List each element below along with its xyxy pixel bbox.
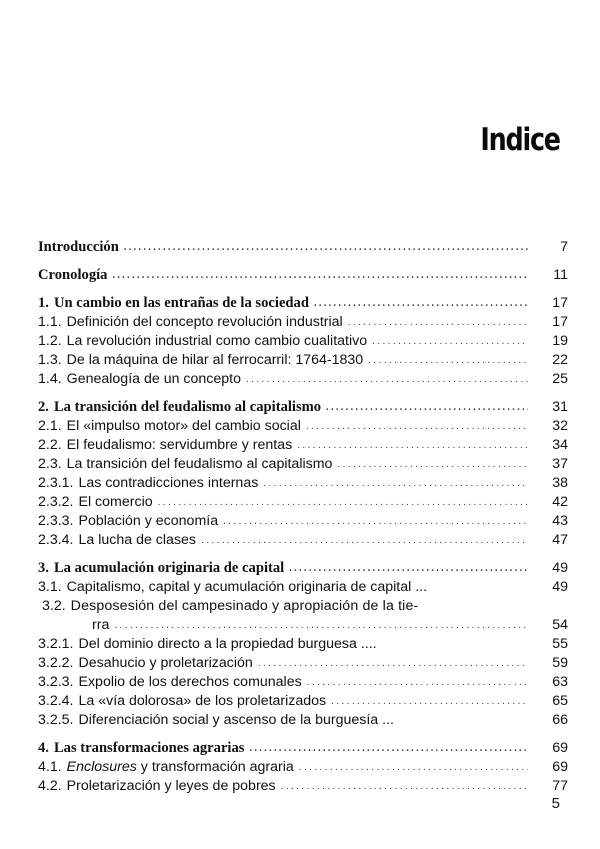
toc-chapter-label: Un cambio en las entrañas de la sociedad [53,295,309,311]
toc-subentry-label-italic: Enclosures [66,759,137,775]
toc-subentry-number: 4.2. [38,778,62,794]
dot-leader [112,266,528,285]
toc-subentry-continuation-text: rra [92,617,110,633]
toc-subsubentry[interactable] [38,711,568,730]
toc-subentry-number: 2.1. [38,418,62,434]
toc-subentry[interactable] [38,597,568,616]
toc-entry-page: 42 [552,494,568,510]
dot-leader [337,455,528,474]
toc-chapter-1 [38,294,568,389]
toc-subentry[interactable] [38,578,568,597]
dot-leader [124,238,528,257]
toc-subsubentry-number: 2.3.4. [38,532,74,548]
toc-chapter-entry[interactable] [38,294,568,313]
toc-subsubentry-number: 2.3.3. [38,513,74,529]
dot-leader [372,332,528,351]
toc-subentry[interactable] [38,332,568,351]
toc-subentry-number: 3.2. [42,598,66,614]
dot-leader [306,417,528,436]
toc-subentry-label: Definición del concepto revolución industrial [66,314,343,330]
toc-subsubentry-label: Población y economía [78,513,219,529]
toc-chapter-2 [38,398,568,550]
toc-subentry-number: 1.2. [38,333,62,349]
toc-entry-page: 49 [552,560,568,576]
toc-subsubentry[interactable] [38,692,568,711]
dot-leader [297,436,528,455]
toc-entry-page: 43 [552,513,568,529]
toc-entry-page: 69 [552,759,568,775]
toc-entry-page: 38 [552,475,568,491]
toc-entry-page: 55 [552,636,568,652]
toc-entry-page: 65 [552,693,568,709]
dot-leader [223,512,528,531]
toc-subentry[interactable] [38,313,568,332]
toc-subsubentry-label: La lucha de clases [78,532,197,548]
toc-chapter-entry[interactable] [38,398,568,417]
toc-chapter-label: La transición del feudalismo al capitalismo [53,399,322,415]
toc-subentry-label [67,758,294,777]
toc-chapter-entry[interactable] [38,559,568,578]
dot-leader [249,739,528,758]
toc-entry[interactable] [38,238,568,257]
toc-subentry-label: Desposesión del campesinado y apropiación de la tie- [70,598,419,614]
toc-subsubentry-label: Desahucio y proletarización [78,655,253,671]
page-title: Indice [480,122,560,158]
toc-entry-page: 25 [552,371,568,387]
toc-subentry[interactable] [38,351,568,370]
toc-subsubentry[interactable] [38,673,568,692]
toc-subsubentry-label: Las contradicciones internas [78,475,259,491]
toc-entry-page: 19 [552,333,568,349]
dot-leader [348,313,528,332]
toc-entry-page: 63 [552,674,568,690]
toc-subentry[interactable] [38,758,568,777]
dot-leader [299,758,528,777]
toc-subsubentry[interactable] [38,512,568,531]
toc-entry-page: 77 [552,778,568,794]
toc-subentry[interactable] [38,370,568,389]
dot-leader [201,531,528,550]
toc-entry-page: 34 [552,437,568,453]
toc-subentry[interactable] [38,436,568,455]
toc-chapter-3 [38,559,568,730]
toc-subsubentry[interactable] [38,474,568,493]
toc-subsubentry-number: 3.2.3. [38,674,74,690]
toc-subsubentry-label: Expolio de los derechos comunales [78,674,302,690]
toc-chapter-number: 3. [38,560,49,576]
toc-subsubentry-number: 2.3.2. [38,494,74,510]
toc-entry-page: 11 [553,267,568,283]
toc-chapter-number: 4. [38,740,49,756]
toc-subentry-label: Genealogía de un concepto [66,371,242,387]
toc-entry-page: 59 [552,655,568,671]
toc-subentry-number: 1.1. [38,314,62,330]
dot-leader [368,351,528,370]
dot-leader [314,294,528,313]
toc-subentry-label: El «impulso motor» del cambio social [66,418,301,434]
toc-subsubentry-number: 2.3.1. [38,475,74,491]
toc-subentry-number: 4.1. [38,759,62,775]
toc-subentry-continuation[interactable] [38,616,568,635]
toc-entry-page: 54 [552,617,568,633]
toc-subsubentry[interactable] [38,635,568,654]
dot-leader [258,654,528,673]
dot-leader [289,559,528,578]
toc-subsubentry-number: 3.2.5. [38,712,74,728]
page-number: 5 [551,795,560,812]
toc-subsubentry[interactable] [38,531,568,550]
toc-subentry[interactable] [38,417,568,436]
toc-entry-page: 32 [552,418,568,434]
toc-entry-page: 66 [552,712,568,728]
toc-subsubentry-label: Del dominio directo a la propiedad burguesa .... [78,636,377,652]
toc-subentry[interactable] [38,777,568,796]
toc-entry-page: 69 [552,740,568,756]
toc-subentry-label: Proletarización y leyes de pobres [66,778,276,794]
toc-subsubentry-number: 3.2.4. [38,693,74,709]
toc-subsubentry-label: Diferenciación social y ascenso de la burguesía ... [78,712,394,728]
toc-subsubentry-number: 3.2.2. [38,655,74,671]
toc-chapter-4 [38,739,568,796]
dot-leader [158,493,528,512]
toc-subentry-number: 2.3. [38,456,62,472]
toc-subentry-label: El feudalismo: servidumbre y rentas [66,437,293,453]
toc-subentry-label: La transición del feudalismo al capitalismo [66,456,333,472]
toc-subentry-label: De la máquina de hilar al ferrocarril: 1764-1830 [66,352,364,368]
toc-entry-page: 22 [552,352,568,368]
dot-leader [331,692,528,711]
toc-entry[interactable] [38,266,568,285]
toc-subentry-number: 1.4. [38,371,62,387]
table-of-contents [38,238,568,805]
dot-leader [281,777,528,796]
toc-entry-page: 7 [560,239,568,255]
toc-subentry-number: 3.1. [38,579,62,595]
toc-entry-label: Cronología [38,267,108,283]
toc-chapter-entry[interactable] [38,739,568,758]
toc-entry-page: 49 [552,579,568,595]
toc-chapter-number: 1. [38,295,49,311]
toc-section-introduccion [38,238,568,257]
toc-entry-page: 37 [552,456,568,472]
toc-subsubentry[interactable] [38,654,568,673]
toc-subsubentry-label: La «vía dolorosa» de los proletarizados [78,693,327,709]
toc-subsubentry-label: El comercio [78,494,153,510]
dot-leader [246,370,528,389]
toc-entry-page: 47 [552,532,568,548]
toc-subsubentry[interactable] [38,493,568,512]
toc-chapter-label: Las transformaciones agrarias [53,740,245,756]
toc-section-cronologia [38,266,568,285]
dot-leader [326,398,528,417]
toc-subsubentry-number: 3.2.1. [38,636,74,652]
toc-entry-page: 17 [552,295,568,311]
dot-leader [263,474,528,493]
dot-leader [114,616,528,635]
toc-subentry-label: Capitalismo, capital y acumulación originaria de capital ... [66,579,428,595]
toc-subentry-label-rest: y transformación agraria [136,759,294,775]
toc-subentry-number: 1.3. [38,352,62,368]
toc-chapter-number: 2. [38,399,49,415]
dot-leader [307,673,528,692]
toc-entry-label: Introducción [38,239,119,255]
toc-entry-page: 31 [552,399,568,415]
toc-entry-page: 17 [552,314,568,330]
toc-subentry-number: 2.2. [38,437,62,453]
toc-chapter-label: La acumulación originaria de capital [53,560,285,576]
toc-subentry[interactable] [38,455,568,474]
toc-subentry-label: La revolución industrial como cambio cualitativo [66,333,368,349]
